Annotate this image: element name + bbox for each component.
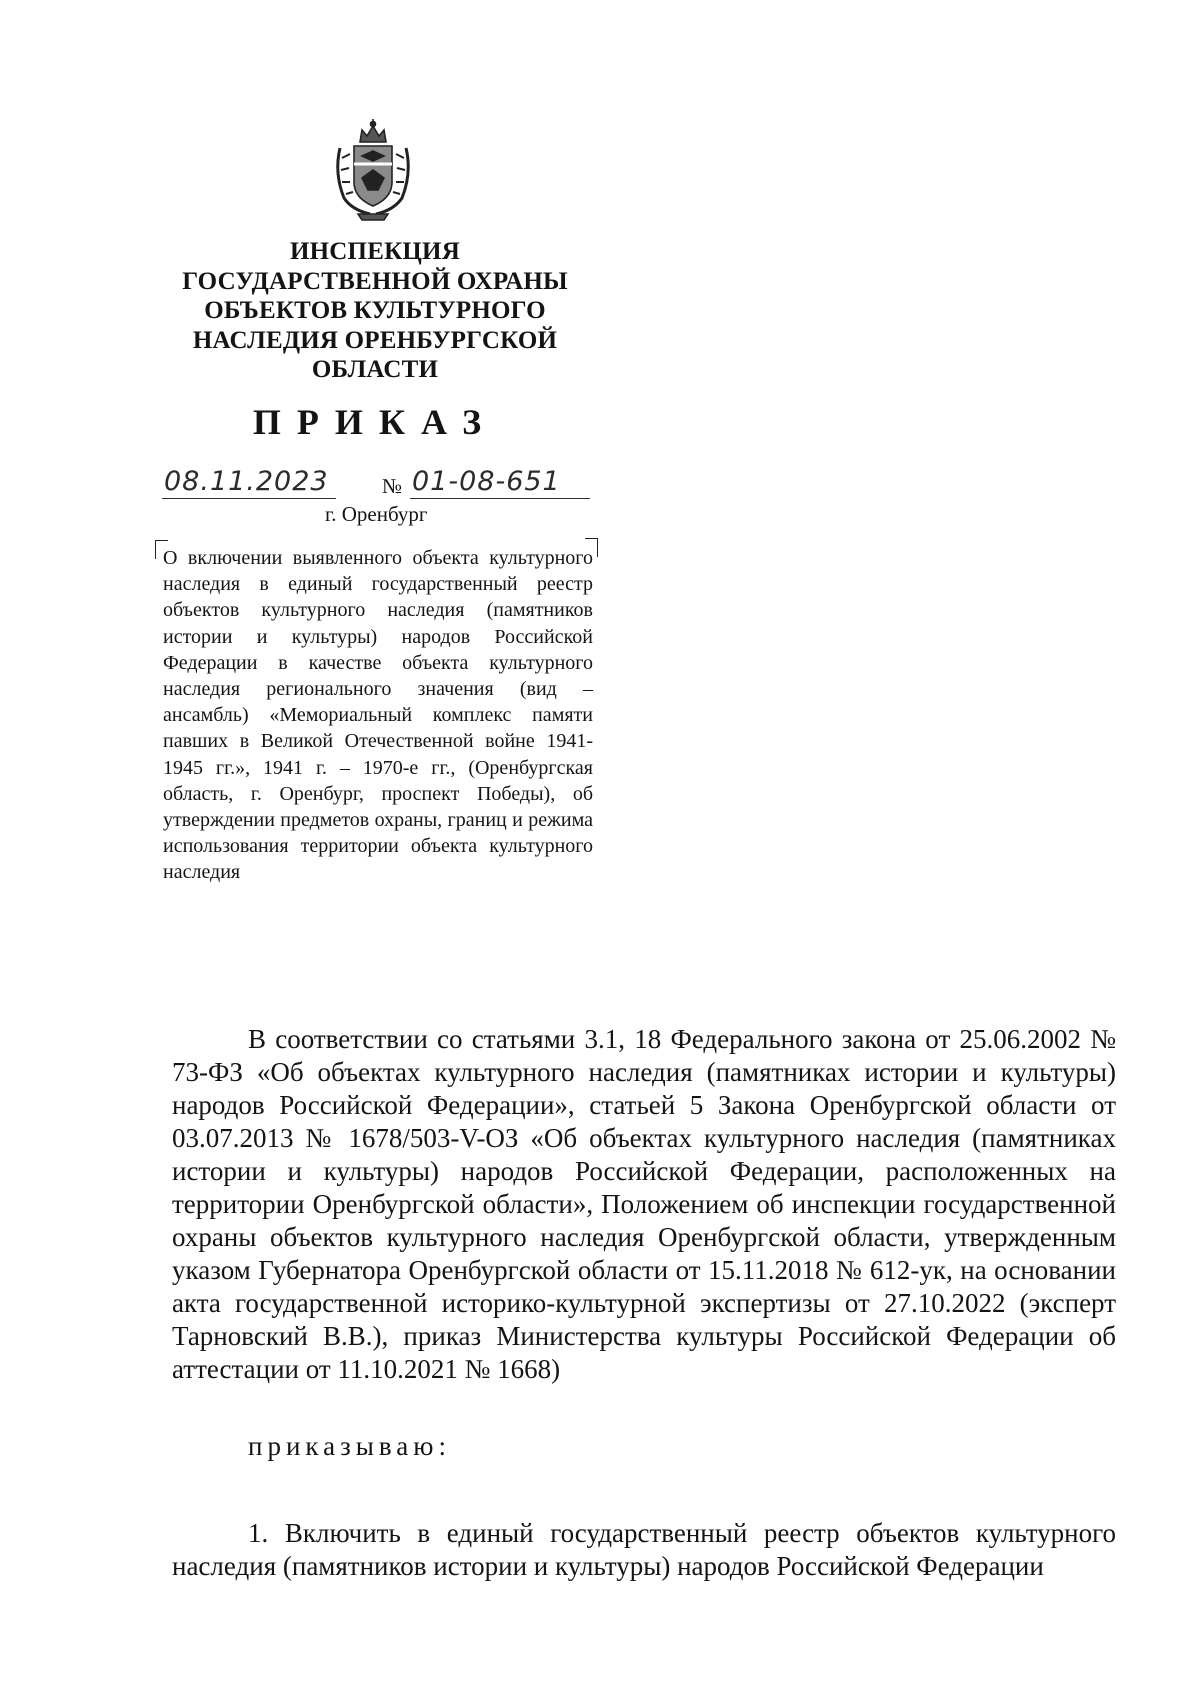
document-number: 01-08-651 xyxy=(410,466,590,499)
organization-name xyxy=(170,237,580,385)
org-line: ОБЪЕКТОВ КУЛЬТУРНОГО xyxy=(204,297,546,324)
number-label: № xyxy=(382,474,403,498)
org-line: НАСЛЕДИЯ ОРЕНБУРГСКОЙ xyxy=(192,326,558,354)
org-line: ГОСУДАРСТВЕННОЙ ОХРАНЫ xyxy=(182,267,568,295)
document-type-title: ПРИКАЗ xyxy=(252,402,498,442)
org-line: ОБЛАСТИ xyxy=(311,356,439,383)
document-city: г. Оренбург xyxy=(325,502,428,526)
org-line: ИНСПЕКЦИЯ xyxy=(290,238,460,265)
order-word: приказываю: xyxy=(248,1431,451,1461)
coat-of-arms-icon xyxy=(330,118,416,222)
order-item-1: 1. Включить в единый государственный реестр объектов культурного наследия (памятников истории и культуры) народов Российской Федерации xyxy=(172,1518,1116,1581)
document-date: 08.11.2023 xyxy=(162,466,336,499)
preamble-paragraph: В соответствии со статьями 3.1, 18 Федерального закона от 25.06.2002 № 73-ФЗ «Об объектах культурного наследия (памятниках истории и культуры) народов Российской Федерации», статьей 5 Закона Оренбургской области от 03.07.2013 № 1678/503-V-ОЗ «Об объектах культурного наследия (памятниках истории и культуры) народов Российской Федерации, расположенных на территории Оренбургской области», Положением об инспекции государственной охраны объектов культурного наследия Оренбургской области, утвержденным указом Губернатора Оренбургской области от 15.11.2018 № 612-ук, на основании акта государственной историко-культурной экспертизы от 27.10.2022 (эксперт Тарновский В.В.), приказ Министерства культуры Российской Федерации об аттестации от 11.10.2021 № 1668) xyxy=(172,1024,1116,1384)
document-subject: О включении выявленного объекта культурного наследия в единый государственный реестр объектов культурного наследия (памятников истории и культуры) народов Российской Федерации в качестве объекта культурного наследия регионального значения (вид – ансамбль) «Мемориальный комплекс памяти павших в Великой Отечественной войне 1941-1945 гг.», 1941 г. – 1970-е гг., (Оренбургская область, г. Оренбург, проспект Победы), об утверждении предметов охраны, границ и режима использования территории объекта культурного наследия xyxy=(163,547,593,884)
